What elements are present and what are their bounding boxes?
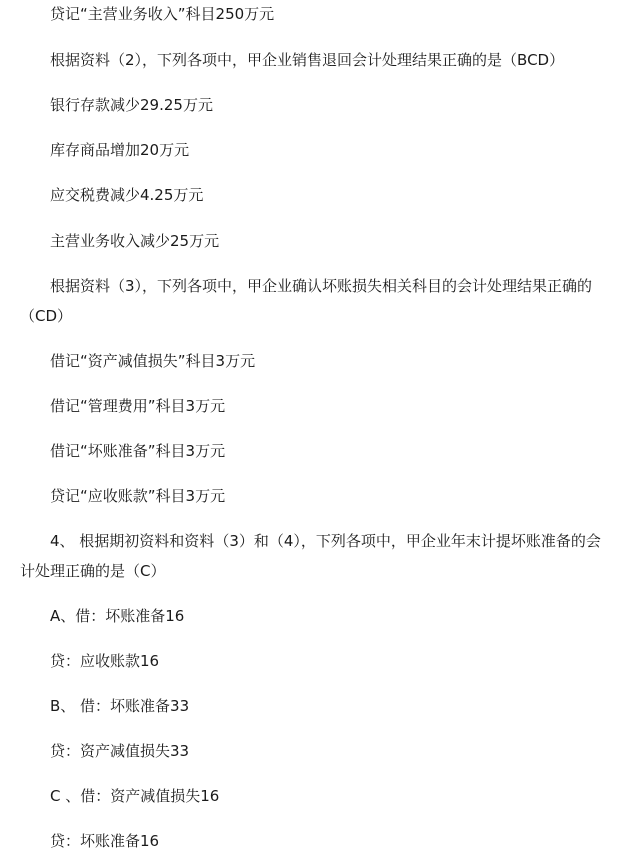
option-line: 贷：坏账准备16 [50, 832, 160, 850]
option-line: 库存商品增加20万元 [50, 141, 190, 159]
question-line: 根据资料（3），下列各项中，甲企业确认坏账损失相关科目的会计处理结果正确的 [50, 277, 593, 295]
option-line: 贷：应收账款16 [50, 652, 160, 670]
option-line: B、 借：坏账准备33 [50, 697, 190, 715]
option-line: 借记“资产减值损失”科目3万元 [50, 352, 256, 370]
text-line: 贷记“主营业务收入”科目250万元 [50, 5, 275, 23]
option-line: 贷：资产减值损失33 [50, 742, 190, 760]
option-line: 主营业务收入减少25万元 [50, 232, 220, 250]
option-line: A、借：坏账准备16 [50, 607, 185, 625]
option-line: 借记“管理费用”科目3万元 [50, 397, 226, 415]
question-line: 4、 根据期初资料和资料（3）和（4），下列各项中，甲企业年末计提坏账准备的会 [50, 532, 601, 550]
option-line: 应交税费减少4.25万元 [50, 186, 204, 204]
question-line-continuation: 计处理正确的是（C） [20, 562, 166, 580]
option-line: 借记“坏账准备”科目3万元 [50, 442, 226, 460]
option-line: C 、借：资产减值损失16 [50, 787, 220, 805]
question-line-continuation: （CD） [20, 307, 73, 325]
option-line: 贷记“应收账款”科目3万元 [50, 487, 226, 505]
option-line: 银行存款减少29.25万元 [50, 96, 213, 114]
question-line: 根据资料（2），下列各项中，甲企业销售退回会计处理结果正确的是（BCD） [50, 51, 565, 69]
